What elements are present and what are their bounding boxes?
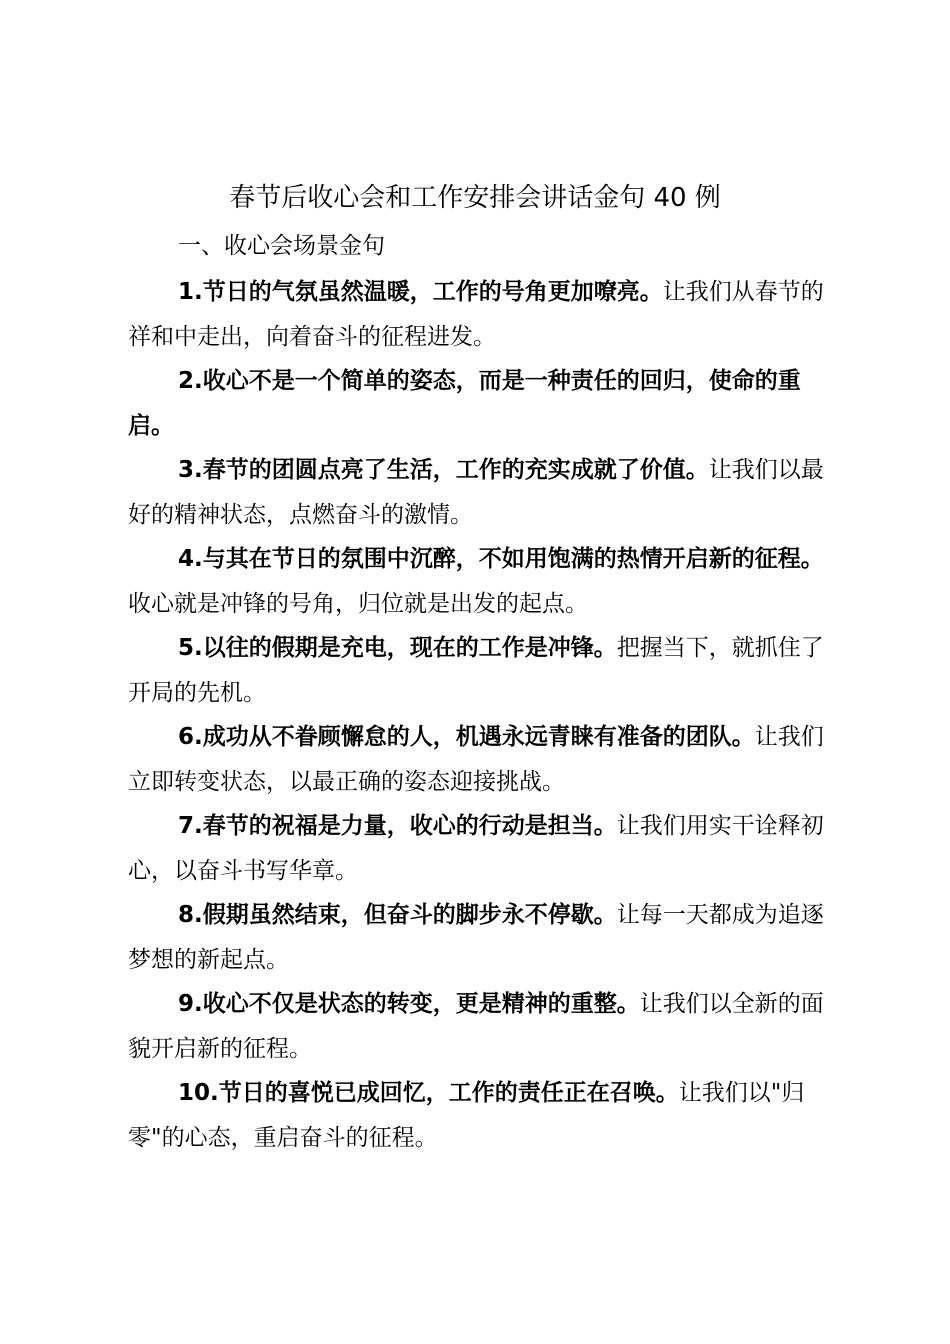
- quote-item: [128, 982, 828, 1071]
- quote-body: 让我们以全新的面貌开启新的征程。: [128, 991, 824, 1062]
- quote-item: [128, 1071, 828, 1160]
- quote-item: [128, 537, 828, 626]
- quote-body: 收心就是冲锋的号角，归位就是出发的起点。: [128, 590, 588, 617]
- quote-body: 让我们以最好的精神状态，点燃奋斗的激情。: [128, 457, 824, 528]
- quote-lead: 1.节日的气氛虽然温暖，工作的号角更加嘹亮。: [178, 279, 663, 305]
- quote-lead: 10.节日的喜悦已成回忆，工作的责任正在召唤。: [178, 1080, 679, 1106]
- quote-item: [128, 893, 828, 982]
- quote-body: 让我们用实干诠释初心，以奋斗书写华章。: [128, 813, 824, 884]
- quote-item: [128, 359, 828, 448]
- quote-item: [128, 270, 828, 359]
- section-heading: 一、收心会场景金句: [178, 233, 385, 259]
- quote-lead: 2.收心不是一个简单的姿态，而是一种责任的回归，使命的重启。: [128, 368, 801, 439]
- quote-lead: 7.春节的祝福是力量，收心的行动是担当。: [178, 813, 617, 839]
- quote-list: [128, 270, 828, 1160]
- quote-item: [128, 626, 828, 715]
- quote-item: [128, 448, 828, 537]
- quote-lead: 3.春节的团圆点亮了生活，工作的充实成就了价值。: [178, 457, 709, 483]
- quote-body: 让我们立即转变状态，以最正确的姿态迎接挑战。: [128, 724, 824, 795]
- quote-body: 让我们从春节的祥和中走出，向着奋斗的征程进发。: [128, 279, 824, 350]
- quote-body: 让每一天都成为追逐梦想的新起点。: [128, 902, 824, 973]
- quote-body: 让我们以"归零"的心态，重启奋斗的征程。: [128, 1080, 805, 1151]
- quote-item: [128, 804, 828, 893]
- quote-item: [128, 715, 828, 804]
- quote-lead: 4.与其在节日的氛围中沉醉，不如用饱满的热情开启新的征程。: [178, 546, 824, 572]
- quote-lead: 5.以往的假期是充电，现在的工作是冲锋。: [178, 635, 617, 661]
- document-title: 春节后收心会和工作安排会讲话金句 40 例: [229, 183, 721, 213]
- quote-body: 把握当下，就抓住了开局的先机。: [128, 635, 824, 706]
- quote-lead: 6.成功从不眷顾懈怠的人，机遇永远青睐有准备的团队。: [178, 724, 755, 750]
- quote-lead: 8.假期虽然结束，但奋斗的脚步永不停歇。: [178, 902, 617, 928]
- quote-lead: 9.收心不仅是状态的转变，更是精神的重整。: [178, 991, 640, 1017]
